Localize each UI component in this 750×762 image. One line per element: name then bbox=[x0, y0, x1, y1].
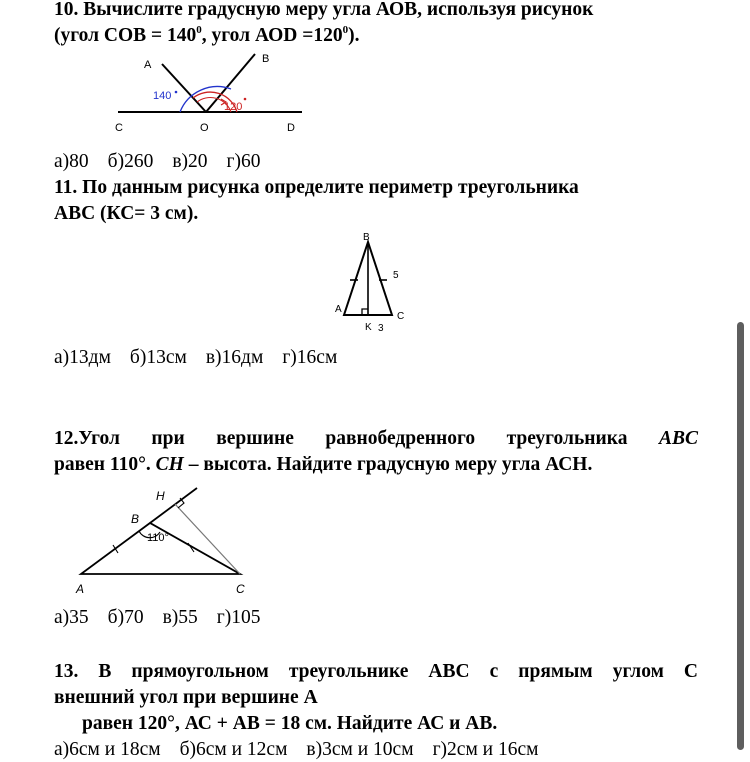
q10-figure bbox=[100, 48, 320, 140]
q12-altitude-ch bbox=[175, 504, 240, 574]
q10-label-d: D bbox=[287, 122, 295, 134]
q11-label-c: C bbox=[397, 311, 405, 322]
q12-angle-110: 110° bbox=[147, 532, 169, 544]
q12-answer-b[interactable]: б)70 bbox=[107, 607, 144, 628]
q13-title-line1: 13. В прямоугольном треугольнике ABC с прямым углом С bbox=[54, 661, 698, 682]
q11-answer-c[interactable]: в)16дм bbox=[205, 347, 264, 368]
q10-label-o: O bbox=[200, 122, 209, 134]
q10-title-line2: (угол СОВ = $140^0$, угол АОD $=120^0$). bbox=[54, 24, 360, 46]
q10-angle-140: 140 bbox=[153, 90, 172, 102]
q12-title-line2: равен 110°. CH – высота. Найдите градусную меру угла АСН. bbox=[54, 454, 593, 475]
q10-label-a: A bbox=[144, 59, 152, 71]
q12-answer-d[interactable]: г)105 bbox=[216, 607, 261, 628]
q13-title-line3: равен 120°, АС + АВ = 18 см. Найдите АС и АВ. bbox=[82, 713, 498, 734]
q12-label-a: A bbox=[76, 582, 85, 596]
q11-label-a: A bbox=[335, 304, 342, 315]
q11-label-k: K bbox=[365, 322, 372, 333]
q10-answer-b[interactable]: б)260 bbox=[107, 151, 154, 172]
q12-answer-a[interactable]: а)35 bbox=[54, 607, 89, 628]
q10-answer-a[interactable]: а)80 bbox=[54, 151, 89, 172]
q12-label-c: C bbox=[236, 582, 245, 596]
q11-label-kc: 3 bbox=[378, 323, 384, 334]
q10-label-c: C bbox=[115, 122, 123, 134]
q11-answers bbox=[54, 346, 356, 370]
q10-title-line1: 10. Вычислите градусную меру угла АОВ, используя рисунок bbox=[54, 0, 594, 20]
q11-answer-b[interactable]: б)13см bbox=[129, 347, 187, 368]
q13-answers bbox=[54, 738, 557, 762]
q10-answers bbox=[54, 150, 280, 174]
q12-title-line1: 12.Угол при вершине равнобедренного треугольника ABC bbox=[54, 428, 698, 449]
q10-answer-d[interactable]: г)60 bbox=[226, 151, 261, 172]
q12-label-h: H bbox=[156, 489, 165, 503]
q11-title-line1: 11. По данным рисунка определите периметр треугольника bbox=[54, 177, 579, 198]
q12-label-b: B bbox=[131, 512, 140, 526]
q10-label-b: B bbox=[262, 53, 270, 65]
q12-answer-c[interactable]: в)55 bbox=[162, 607, 198, 628]
q13-answer-b[interactable]: б)6см и 12см bbox=[179, 739, 288, 760]
q11-figure bbox=[330, 230, 410, 336]
q11-answer-d[interactable]: г)16см bbox=[282, 347, 338, 368]
q10-answer-c[interactable]: в)20 bbox=[172, 151, 208, 172]
q12-figure bbox=[70, 482, 260, 600]
q13-answer-d[interactable]: г)2см и 16см bbox=[432, 739, 539, 760]
q11-answer-a[interactable]: а)13дм bbox=[54, 347, 111, 368]
q13-title-line2: внешний угол при вершине А bbox=[54, 687, 318, 708]
q13-answer-c[interactable]: в)3см и 10см bbox=[306, 739, 414, 760]
q12-answers bbox=[54, 606, 280, 630]
q11-label-b: B bbox=[363, 232, 370, 243]
q13-answer-a[interactable]: а)6см и 18см bbox=[54, 739, 161, 760]
q10-angle-120: 120 bbox=[224, 101, 243, 113]
q11-label-side: 5 bbox=[393, 270, 399, 281]
q11-title-line2: АВС (КС= 3 см). bbox=[54, 203, 199, 224]
vertical-scrollbar-thumb[interactable] bbox=[737, 322, 744, 750]
